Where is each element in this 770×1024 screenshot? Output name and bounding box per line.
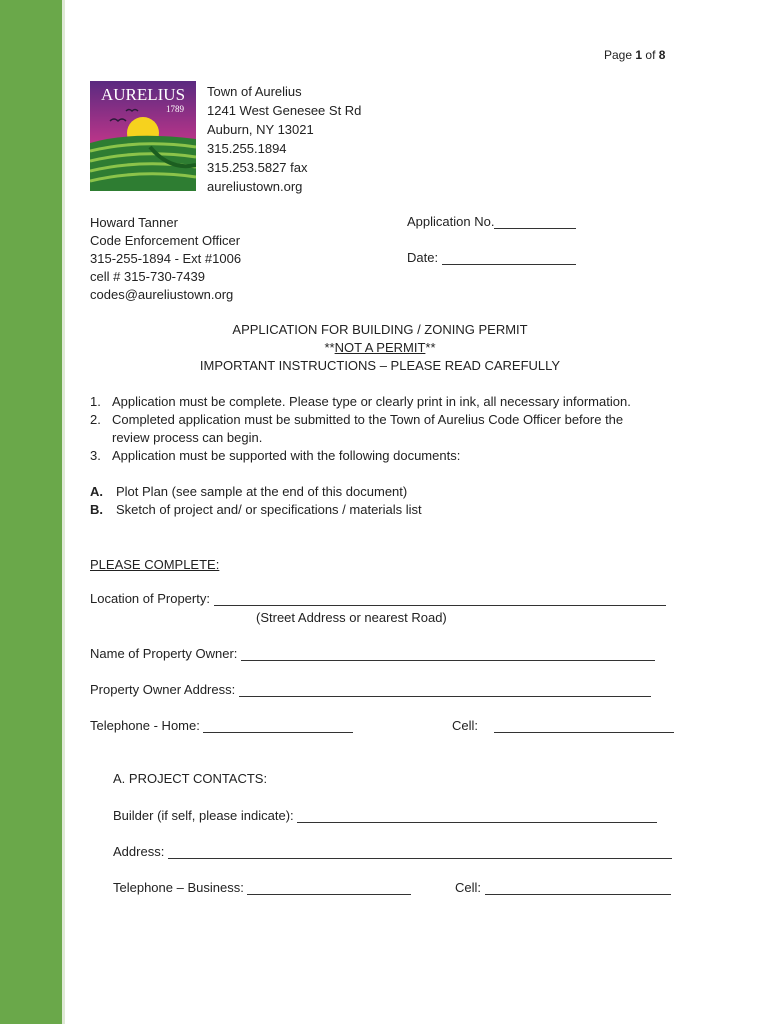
owner-address-row xyxy=(90,682,651,697)
builder-field[interactable] xyxy=(297,810,657,823)
officer-email: codes@aureliustown.org xyxy=(90,287,234,302)
instruction-item: 1. Application must be complete. Please type or clearly print in ink, all necessary information. xyxy=(90,394,631,409)
application-number-label: Application No. xyxy=(407,214,495,229)
page-of: of xyxy=(645,48,656,62)
cell-label: Cell: xyxy=(452,718,479,733)
location-field[interactable] xyxy=(214,593,666,606)
heading-title: APPLICATION FOR BUILDING / ZONING PERMIT xyxy=(232,322,528,337)
logo-name: AURELIUS xyxy=(100,85,186,104)
town-address xyxy=(207,82,361,196)
instructions-list xyxy=(90,393,631,465)
owner-name-label: Name of Property Owner: xyxy=(90,646,238,661)
address-row xyxy=(113,844,672,859)
town-web: aureliustown.org xyxy=(207,179,303,194)
address-field[interactable] xyxy=(168,846,672,859)
form-heading xyxy=(90,321,670,375)
instruction-item: 2. Completed application must be submitted to the Town of Aurelius Code Officer before the xyxy=(90,412,624,427)
location-row xyxy=(90,591,666,606)
cell-field[interactable] xyxy=(494,720,674,733)
side-bar-edge xyxy=(62,0,65,1024)
document-item: B. Sketch of project and/ or specifications / materials list xyxy=(90,502,422,517)
project-contacts-heading: A. PROJECT CONTACTS: xyxy=(113,771,268,786)
phone-business-label: Telephone – Business: xyxy=(113,880,244,895)
heading-instructions: IMPORTANT INSTRUCTIONS – PLEASE READ CAREFULLY xyxy=(199,358,561,373)
contact-cell-label: Cell: xyxy=(455,880,482,895)
officer-contact xyxy=(90,214,241,304)
town-fax: 315.253.5827 fax xyxy=(207,160,308,175)
town-name: Town of Aurelius xyxy=(207,84,302,99)
phone-home-field[interactable] xyxy=(203,720,353,733)
owner-address-field[interactable] xyxy=(239,684,651,697)
documents-list xyxy=(90,483,422,519)
location-label: Location of Property: xyxy=(90,591,210,606)
logo-year: 1789 xyxy=(166,104,184,114)
instruction-item: 3. Application must be supported with the following documents: xyxy=(90,448,461,463)
town-city: Auburn, NY 13021 xyxy=(207,122,314,137)
contact-cell-row xyxy=(455,880,671,895)
document-item: A. Plot Plan (see sample at the end of this document) xyxy=(90,484,408,499)
address-label: Address: xyxy=(113,844,165,859)
please-complete-heading: PLEASE COMPLETE: xyxy=(90,557,220,572)
officer-cell: cell # 315-730-7439 xyxy=(90,269,205,284)
owner-name-field[interactable] xyxy=(241,648,655,661)
phone-home-label: Telephone - Home: xyxy=(90,718,200,733)
application-date xyxy=(407,250,576,265)
application-number-field[interactable] xyxy=(494,216,576,229)
date-field[interactable] xyxy=(442,252,576,265)
owner-name-row xyxy=(90,646,655,661)
builder-row xyxy=(113,808,657,823)
contact-cell-field[interactable] xyxy=(485,882,671,895)
officer-name: Howard Tanner xyxy=(90,215,178,230)
builder-label: Builder (if self, please indicate): xyxy=(113,808,294,823)
green-side-bar xyxy=(0,0,62,1024)
town-logo xyxy=(90,81,196,191)
heading-not-permit: **NOT A PERMIT** xyxy=(324,340,436,355)
page-total: 8 xyxy=(658,48,666,62)
officer-title: Code Enforcement Officer xyxy=(90,233,241,248)
page-number xyxy=(604,48,665,62)
page-label: Page xyxy=(604,48,633,62)
page-current: 1 xyxy=(635,48,643,62)
cell-row xyxy=(452,718,674,733)
phone-home-row xyxy=(90,718,353,733)
location-hint: (Street Address or nearest Road) xyxy=(256,610,447,625)
phone-business-row xyxy=(113,880,411,895)
application-number xyxy=(407,214,576,229)
town-street: 1241 West Genesee St Rd xyxy=(207,103,362,118)
officer-phone: 315-255-1894 - Ext #1006 xyxy=(90,251,242,266)
date-label: Date: xyxy=(407,250,439,265)
instruction-item: review process can begin. xyxy=(112,430,263,445)
owner-address-label: Property Owner Address: xyxy=(90,682,236,697)
town-phone: 315.255.1894 xyxy=(207,141,287,156)
phone-business-field[interactable] xyxy=(247,882,411,895)
